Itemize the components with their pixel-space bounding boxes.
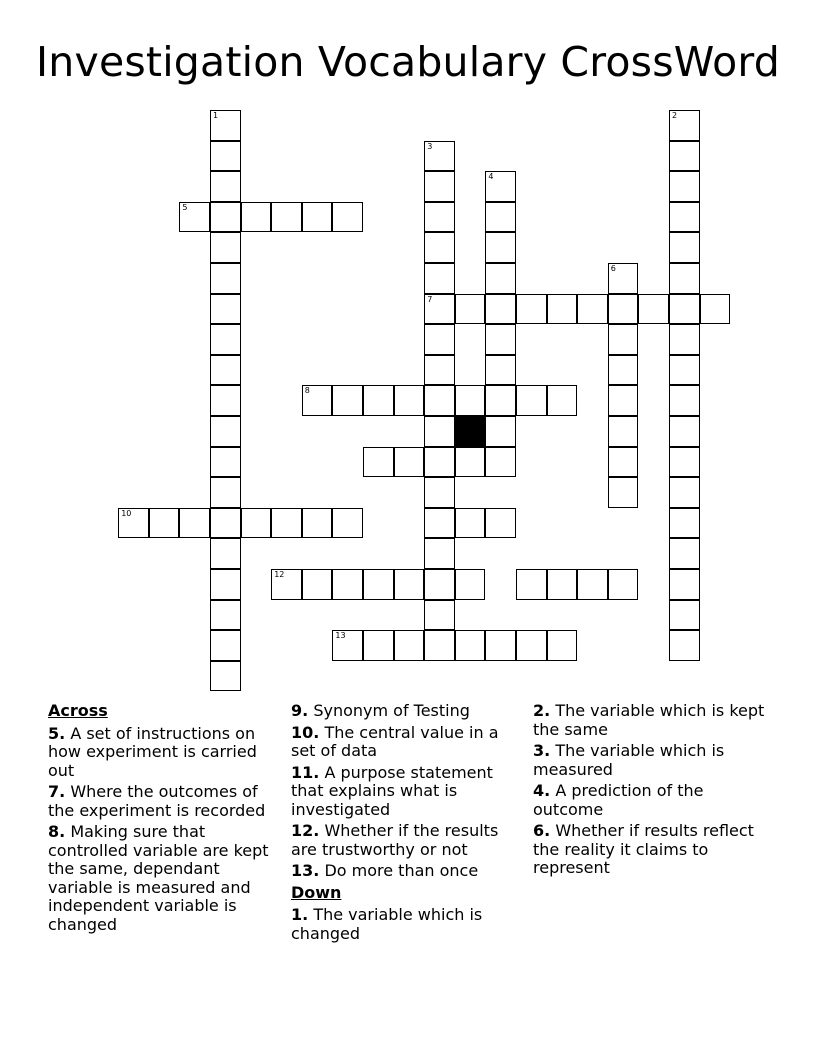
grid-cell[interactable] (608, 569, 639, 600)
grid-cell[interactable] (516, 294, 547, 325)
clue-number: 6. (533, 821, 551, 840)
clue-down-4 (533, 782, 773, 819)
clue-across-5 (48, 725, 278, 781)
grid-cell[interactable] (424, 569, 455, 600)
grid-cell[interactable] (424, 263, 455, 294)
clue-column-3 (533, 702, 773, 881)
grid-cell[interactable] (485, 630, 516, 661)
grid-cell[interactable] (332, 508, 363, 539)
grid-cell[interactable] (608, 263, 639, 294)
grid-cell[interactable] (394, 447, 425, 478)
grid-cell[interactable] (669, 477, 700, 508)
clue-text: A set of instructions on how experiment is carried out (48, 723, 257, 780)
clue-across-8 (48, 823, 278, 934)
grid-cell[interactable] (455, 385, 486, 416)
grid-cell[interactable] (424, 232, 455, 263)
grid-cell[interactable] (485, 447, 516, 478)
grid-cell[interactable] (547, 385, 578, 416)
grid-cell[interactable] (241, 508, 272, 539)
puzzle-title: Investigation Vocabulary CrossWord (36, 38, 780, 86)
grid-cell[interactable] (210, 538, 241, 569)
clue-number-label: 10 (121, 508, 132, 518)
grid-cell[interactable] (394, 630, 425, 661)
clue-down-2 (533, 702, 773, 739)
grid-cell[interactable] (669, 416, 700, 447)
grid-cell[interactable] (669, 263, 700, 294)
grid-cell[interactable] (485, 508, 516, 539)
clue-number-label: 3 (427, 141, 433, 151)
clue-text: The central value in a set of data (291, 722, 499, 760)
grid-cell[interactable] (455, 569, 486, 600)
grid-cell[interactable] (424, 171, 455, 202)
clue-number: 10. (291, 722, 320, 742)
grid-cell[interactable] (424, 477, 455, 508)
grid-cell[interactable] (149, 508, 180, 539)
clue-across-13 (291, 862, 519, 881)
grid-cell[interactable] (424, 538, 455, 569)
across-heading: Across (48, 701, 108, 720)
grid-cell[interactable] (363, 447, 394, 478)
grid-cell[interactable] (516, 569, 547, 600)
clue-number-label: 13 (335, 631, 346, 641)
grid-cell[interactable] (424, 600, 455, 631)
grid-cell[interactable] (485, 416, 516, 447)
grid-cell[interactable] (669, 294, 700, 325)
grid-cell[interactable] (608, 416, 639, 447)
clue-text: Do more than once (324, 861, 479, 880)
grid-cell[interactable] (669, 171, 700, 202)
clue-number-label: 4 (488, 172, 494, 182)
clue-number-label: 7 (427, 294, 433, 304)
grid-cell[interactable] (302, 202, 333, 233)
grid-cell[interactable] (363, 385, 394, 416)
clue-number-label: 2 (672, 111, 678, 120)
grid-cell[interactable] (547, 630, 578, 661)
clue-text: Synonym of Testing (313, 701, 470, 720)
grid-cell[interactable] (424, 202, 455, 233)
grid-cell[interactable] (638, 294, 669, 325)
grid-cell[interactable] (210, 202, 241, 233)
black-cell (455, 416, 486, 447)
clue-number-label: 5 (182, 202, 188, 212)
grid-cell[interactable] (332, 569, 363, 600)
grid-cell[interactable] (516, 385, 547, 416)
grid-cell[interactable] (210, 416, 241, 447)
grid-cell[interactable] (394, 385, 425, 416)
clue-number: 2. (533, 701, 551, 720)
clue-down-3 (533, 742, 773, 779)
clue-across-11 (291, 764, 519, 820)
grid-cell[interactable] (485, 294, 516, 325)
grid-cell[interactable] (608, 385, 639, 416)
grid-cell[interactable] (516, 630, 547, 661)
grid-cell[interactable] (547, 569, 578, 600)
clue-text: The variable which is measured (533, 741, 725, 779)
clue-number: 11. (291, 762, 320, 782)
grid-cell[interactable] (700, 294, 731, 325)
clue-across-9 (291, 702, 519, 721)
grid-cell[interactable] (210, 385, 241, 416)
grid-cell[interactable] (669, 538, 700, 569)
clue-text: The variable which is kept the same (533, 701, 765, 739)
grid-cell[interactable] (669, 355, 700, 386)
grid-cell[interactable] (332, 202, 363, 233)
grid-cell[interactable] (241, 202, 272, 233)
grid-cell[interactable] (210, 110, 241, 141)
grid-cell[interactable] (669, 447, 700, 478)
grid-cell[interactable] (210, 324, 241, 355)
grid-cell[interactable] (271, 508, 302, 539)
grid-cell[interactable] (210, 355, 241, 386)
grid-cell[interactable] (424, 355, 455, 386)
grid-cell[interactable] (424, 324, 455, 355)
clue-across-10 (291, 724, 519, 761)
grid-cell[interactable] (669, 630, 700, 661)
grid-cell[interactable] (210, 477, 241, 508)
clue-number-label: 12 (274, 570, 285, 579)
clue-number: 7. (48, 782, 66, 801)
grid-cell[interactable] (210, 141, 241, 172)
clue-number-label: 1 (213, 111, 219, 120)
grid-cell[interactable] (302, 508, 333, 539)
grid-cell[interactable] (271, 569, 302, 600)
grid-cell[interactable] (118, 508, 149, 539)
grid-cell[interactable] (424, 630, 455, 661)
grid-cell[interactable] (669, 232, 700, 263)
grid-cell[interactable] (669, 508, 700, 539)
grid-cell[interactable] (608, 447, 639, 478)
grid-cell[interactable] (669, 385, 700, 416)
grid-cell[interactable] (485, 202, 516, 233)
clue-text: The variable which is changed (291, 905, 483, 943)
grid-cell[interactable] (210, 508, 241, 539)
clue-across-12 (291, 822, 519, 859)
grid-cell[interactable] (302, 569, 333, 600)
grid-cell[interactable] (669, 202, 700, 233)
grid-cell[interactable] (210, 263, 241, 294)
grid-cell[interactable] (363, 569, 394, 600)
grid-cell[interactable] (577, 294, 608, 325)
grid-cell[interactable] (669, 569, 700, 600)
grid-cell[interactable] (455, 630, 486, 661)
clue-number: 5. (48, 723, 66, 743)
grid-cell[interactable] (332, 630, 363, 661)
grid-cell[interactable] (302, 385, 333, 416)
grid-cell[interactable] (455, 508, 486, 539)
grid-cell[interactable] (424, 508, 455, 539)
grid-cell[interactable] (577, 569, 608, 600)
clue-number: 13. (291, 861, 320, 880)
grid-cell[interactable] (424, 416, 455, 447)
grid-cell[interactable] (210, 630, 241, 661)
grid-cell[interactable] (669, 110, 700, 141)
clue-number: 3. (533, 741, 551, 760)
grid-cell[interactable] (485, 324, 516, 355)
grid-cell[interactable] (271, 202, 302, 233)
clue-number: 12. (291, 821, 320, 840)
clue-down-6 (533, 822, 773, 878)
grid-cell[interactable] (485, 263, 516, 294)
grid-cell[interactable] (179, 508, 210, 539)
clue-across-7 (48, 783, 278, 820)
grid-cell[interactable] (363, 630, 394, 661)
grid-cell[interactable] (210, 600, 241, 631)
clue-number-label: 8 (304, 386, 310, 396)
clue-number: 4. (533, 781, 551, 800)
clue-text: A purpose statement that explains what is investigated (291, 762, 493, 819)
grid-cell[interactable] (424, 447, 455, 478)
grid-cell[interactable] (455, 294, 486, 325)
grid-cell[interactable] (424, 385, 455, 416)
clue-text: Whether if the results are trustworthy or not (291, 821, 499, 859)
grid-cell[interactable] (669, 600, 700, 631)
grid-cell[interactable] (608, 324, 639, 355)
grid-cell[interactable] (485, 171, 516, 202)
grid-cell[interactable] (455, 447, 486, 478)
grid-cell[interactable] (485, 232, 516, 263)
grid-cell[interactable] (669, 141, 700, 172)
clue-down-1 (291, 906, 519, 943)
grid-cell[interactable] (394, 569, 425, 600)
clue-text: Making sure that controlled variable are kept the same, dependant variable is measured and independent variable is changed (48, 822, 269, 934)
clue-column-1 (48, 702, 278, 937)
grid-cell[interactable] (608, 477, 639, 508)
grid-cell[interactable] (210, 171, 241, 202)
grid-cell[interactable] (608, 355, 639, 386)
grid-cell[interactable] (210, 569, 241, 600)
grid-cell[interactable] (332, 385, 363, 416)
grid-cell[interactable] (210, 447, 241, 478)
grid-cell[interactable] (210, 294, 241, 325)
down-heading: Down (291, 882, 342, 902)
clue-number: 8. (48, 822, 66, 841)
grid-cell[interactable] (485, 385, 516, 416)
clue-text: Where the outcomes of the experiment is recorded (48, 782, 266, 820)
grid-cell[interactable] (424, 141, 455, 172)
grid-cell[interactable] (424, 294, 455, 325)
clue-number: 1. (291, 905, 309, 924)
grid-cell[interactable] (179, 202, 210, 233)
clue-text: Whether if results reflect the reality it claims to represent (533, 821, 754, 877)
clue-column-2 (291, 702, 519, 946)
clue-text: A prediction of the outcome (533, 781, 704, 819)
grid-cell[interactable] (210, 232, 241, 263)
grid-cell[interactable] (485, 355, 516, 386)
grid-cell[interactable] (210, 661, 241, 692)
grid-cell[interactable] (547, 294, 578, 325)
grid-cell[interactable] (608, 294, 639, 325)
grid-cell[interactable] (669, 324, 700, 355)
clue-number: 9. (291, 701, 309, 720)
clue-number-label: 6 (610, 264, 616, 273)
